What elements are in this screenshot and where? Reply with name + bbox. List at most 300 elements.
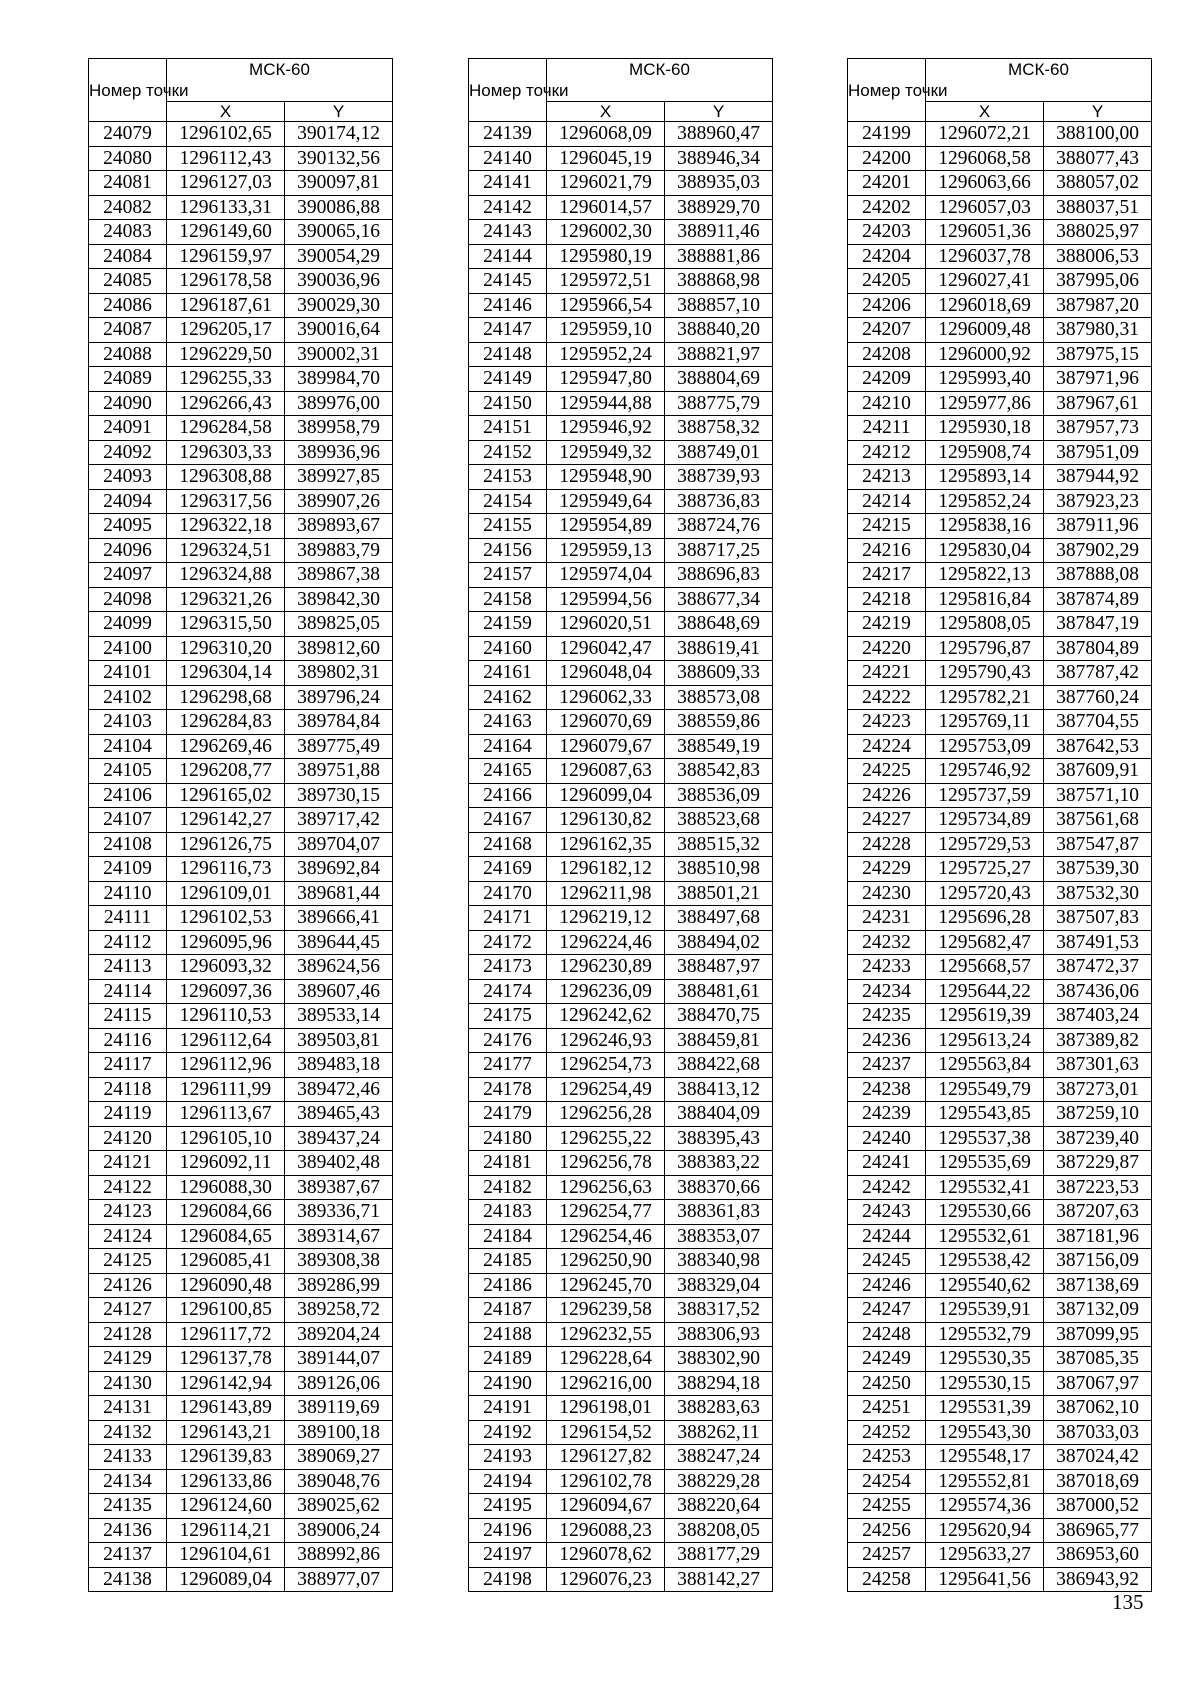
y-coordinate-cell: 387888,08 xyxy=(1044,563,1152,588)
table-row xyxy=(848,1494,1152,1519)
y-coordinate-cell: 388696,83 xyxy=(665,563,773,588)
point-number-cell: 24214 xyxy=(848,489,926,514)
x-coordinate-cell: 1295993,40 xyxy=(926,367,1044,392)
table-row xyxy=(89,1445,393,1470)
x-coordinate-cell: 1296027,41 xyxy=(926,269,1044,294)
point-number-cell: 24246 xyxy=(848,1273,926,1298)
y-coordinate-cell: 388057,02 xyxy=(1044,171,1152,196)
table-row xyxy=(848,1371,1152,1396)
y-coordinate-cell: 387301,63 xyxy=(1044,1053,1152,1078)
y-column-header: Y xyxy=(665,102,773,122)
x-coordinate-cell: 1296324,51 xyxy=(167,538,285,563)
x-coordinate-cell: 1296104,61 xyxy=(167,1543,285,1568)
table-body xyxy=(89,122,393,1592)
point-number-cell: 24136 xyxy=(89,1518,167,1543)
point-number-cell: 24195 xyxy=(469,1494,547,1519)
point-number-cell: 24090 xyxy=(89,391,167,416)
x-coordinate-cell: 1296095,96 xyxy=(167,930,285,955)
x-coordinate-cell: 1295535,69 xyxy=(926,1151,1044,1176)
table-row xyxy=(469,171,773,196)
x-coordinate-cell: 1295949,64 xyxy=(547,489,665,514)
table-row xyxy=(89,636,393,661)
y-coordinate-cell: 389802,31 xyxy=(285,661,393,686)
table-row xyxy=(89,881,393,906)
table-row xyxy=(89,391,393,416)
table-row xyxy=(89,1420,393,1445)
point-number-cell: 24082 xyxy=(89,195,167,220)
table-row xyxy=(469,342,773,367)
point-number-cell: 24177 xyxy=(469,1053,547,1078)
table-row xyxy=(89,759,393,784)
x-coordinate-cell: 1296110,53 xyxy=(167,1004,285,1029)
x-coordinate-cell: 1295696,28 xyxy=(926,906,1044,931)
point-number-cell: 24110 xyxy=(89,881,167,906)
point-number-cell: 24256 xyxy=(848,1518,926,1543)
point-number-cell: 24248 xyxy=(848,1322,926,1347)
y-coordinate-cell: 389730,15 xyxy=(285,783,393,808)
point-number-cell: 24163 xyxy=(469,710,547,735)
x-coordinate-cell: 1295543,30 xyxy=(926,1420,1044,1445)
point-number-cell: 24128 xyxy=(89,1322,167,1347)
x-coordinate-cell: 1296219,12 xyxy=(547,906,665,931)
table-row xyxy=(89,979,393,1004)
y-coordinate-cell: 389100,18 xyxy=(285,1420,393,1445)
point-number-cell: 24222 xyxy=(848,685,926,710)
x-coordinate-cell: 1295994,56 xyxy=(547,587,665,612)
y-coordinate-cell: 388329,04 xyxy=(665,1273,773,1298)
point-number-cell: 24190 xyxy=(469,1371,547,1396)
x-coordinate-cell: 1296116,73 xyxy=(167,857,285,882)
y-coordinate-cell: 389308,38 xyxy=(285,1249,393,1274)
table-row xyxy=(469,881,773,906)
table-row xyxy=(89,1567,393,1592)
table-row xyxy=(469,734,773,759)
table-row xyxy=(89,146,393,171)
y-coordinate-cell: 389958,79 xyxy=(285,416,393,441)
table-row xyxy=(848,1077,1152,1102)
y-coordinate-cell: 388523,68 xyxy=(665,808,773,833)
x-coordinate-cell: 1296089,04 xyxy=(167,1567,285,1592)
y-coordinate-cell: 387389,82 xyxy=(1044,1028,1152,1053)
table-row xyxy=(848,269,1152,294)
x-coordinate-cell: 1296051,36 xyxy=(926,220,1044,245)
page-number: 135 xyxy=(1112,1590,1144,1614)
table-row xyxy=(89,465,393,490)
y-coordinate-cell: 387987,20 xyxy=(1044,293,1152,318)
table-row xyxy=(89,514,393,539)
point-number-cell: 24164 xyxy=(469,734,547,759)
y-coordinate-cell: 388100,00 xyxy=(1044,122,1152,147)
point-number-cell: 24112 xyxy=(89,930,167,955)
x-coordinate-cell: 1296298,68 xyxy=(167,685,285,710)
point-number-cell: 24098 xyxy=(89,587,167,612)
x-coordinate-cell: 1296149,60 xyxy=(167,220,285,245)
table-row xyxy=(848,1126,1152,1151)
y-coordinate-cell: 388025,97 xyxy=(1044,220,1152,245)
y-coordinate-cell: 387491,53 xyxy=(1044,930,1152,955)
x-coordinate-cell: 1296076,23 xyxy=(547,1567,665,1592)
x-coordinate-cell: 1295620,94 xyxy=(926,1518,1044,1543)
table-row xyxy=(89,1543,393,1568)
y-coordinate-cell: 389704,07 xyxy=(285,832,393,857)
table-row xyxy=(89,955,393,980)
table-row xyxy=(848,514,1152,539)
table-row xyxy=(89,1518,393,1543)
x-coordinate-cell: 1296250,90 xyxy=(547,1249,665,1274)
x-coordinate-cell: 1295734,89 xyxy=(926,808,1044,833)
x-coordinate-cell: 1296070,69 xyxy=(547,710,665,735)
point-number-cell: 24087 xyxy=(89,318,167,343)
point-number-cell: 24204 xyxy=(848,244,926,269)
y-coordinate-cell: 390174,12 xyxy=(285,122,393,147)
y-coordinate-cell: 389144,07 xyxy=(285,1347,393,1372)
table-row xyxy=(469,1469,773,1494)
table-row xyxy=(89,563,393,588)
x-coordinate-cell: 1296093,32 xyxy=(167,955,285,980)
point-number-cell: 24108 xyxy=(89,832,167,857)
table-row xyxy=(848,1445,1152,1470)
y-coordinate-cell: 388177,29 xyxy=(665,1543,773,1568)
x-coordinate-cell: 1296102,53 xyxy=(167,906,285,931)
table-row xyxy=(469,955,773,980)
point-number-cell: 24142 xyxy=(469,195,547,220)
table-row xyxy=(469,1322,773,1347)
point-number-cell: 24162 xyxy=(469,685,547,710)
point-number-cell: 24094 xyxy=(89,489,167,514)
point-number-cell: 24249 xyxy=(848,1347,926,1372)
y-coordinate-cell: 389812,60 xyxy=(285,636,393,661)
x-coordinate-cell: 1296211,98 xyxy=(547,881,665,906)
y-coordinate-cell: 389893,67 xyxy=(285,514,393,539)
table-row xyxy=(469,1028,773,1053)
point-number-cell: 24123 xyxy=(89,1200,167,1225)
point-number-header: Номер точки xyxy=(848,59,926,122)
point-number-cell: 24135 xyxy=(89,1494,167,1519)
point-number-cell: 24103 xyxy=(89,710,167,735)
point-number-cell: 24250 xyxy=(848,1371,926,1396)
y-coordinate-cell: 389048,76 xyxy=(285,1469,393,1494)
table-row xyxy=(89,1371,393,1396)
point-number-header: Номер точки xyxy=(89,59,167,122)
y-coordinate-cell: 388724,76 xyxy=(665,514,773,539)
table-row xyxy=(469,146,773,171)
point-number-cell: 24187 xyxy=(469,1298,547,1323)
y-coordinate-cell: 387704,55 xyxy=(1044,710,1152,735)
point-number-cell: 24241 xyxy=(848,1151,926,1176)
table-row xyxy=(469,195,773,220)
y-coordinate-cell: 389258,72 xyxy=(285,1298,393,1323)
y-coordinate-cell: 387874,89 xyxy=(1044,587,1152,612)
y-coordinate-cell: 387539,30 xyxy=(1044,857,1152,882)
x-coordinate-cell: 1295532,61 xyxy=(926,1224,1044,1249)
x-coordinate-cell: 1296117,72 xyxy=(167,1322,285,1347)
x-coordinate-cell: 1295729,53 xyxy=(926,832,1044,857)
x-coordinate-cell: 1296224,46 xyxy=(547,930,665,955)
y-coordinate-cell: 387259,10 xyxy=(1044,1102,1152,1127)
table-row xyxy=(89,1077,393,1102)
point-number-cell: 24237 xyxy=(848,1053,926,1078)
y-coordinate-cell: 388413,12 xyxy=(665,1077,773,1102)
y-coordinate-cell: 388804,69 xyxy=(665,367,773,392)
table-row xyxy=(469,1224,773,1249)
x-coordinate-cell: 1296124,60 xyxy=(167,1494,285,1519)
point-number-cell: 24150 xyxy=(469,391,547,416)
point-number-cell: 24192 xyxy=(469,1420,547,1445)
table-row xyxy=(89,269,393,294)
y-coordinate-cell: 389336,71 xyxy=(285,1200,393,1225)
point-number-cell: 24233 xyxy=(848,955,926,980)
y-coordinate-cell: 389483,18 xyxy=(285,1053,393,1078)
y-coordinate-cell: 388294,18 xyxy=(665,1371,773,1396)
point-number-cell: 24194 xyxy=(469,1469,547,1494)
x-coordinate-cell: 1296002,30 xyxy=(547,220,665,245)
y-coordinate-cell: 389006,24 xyxy=(285,1518,393,1543)
point-number-cell: 24140 xyxy=(469,146,547,171)
coordinate-system-header: МСК-60 xyxy=(547,59,773,102)
point-number-cell: 24251 xyxy=(848,1396,926,1421)
x-coordinate-cell: 1295949,32 xyxy=(547,440,665,465)
x-coordinate-cell: 1296111,99 xyxy=(167,1077,285,1102)
y-coordinate-cell: 388717,25 xyxy=(665,538,773,563)
point-number-cell: 24239 xyxy=(848,1102,926,1127)
point-number-cell: 24197 xyxy=(469,1543,547,1568)
y-coordinate-cell: 387207,63 xyxy=(1044,1200,1152,1225)
point-number-cell: 24218 xyxy=(848,587,926,612)
y-coordinate-cell: 388302,90 xyxy=(665,1347,773,1372)
table-row xyxy=(848,171,1152,196)
point-number-cell: 24120 xyxy=(89,1126,167,1151)
table-row xyxy=(848,146,1152,171)
x-coordinate-cell: 1296009,48 xyxy=(926,318,1044,343)
y-coordinate-cell: 387403,24 xyxy=(1044,1004,1152,1029)
point-number-cell: 24244 xyxy=(848,1224,926,1249)
point-number-cell: 24257 xyxy=(848,1543,926,1568)
x-coordinate-cell: 1295769,11 xyxy=(926,710,1044,735)
point-number-cell: 24079 xyxy=(89,122,167,147)
table-row xyxy=(89,1200,393,1225)
x-coordinate-cell: 1296112,64 xyxy=(167,1028,285,1053)
table-row xyxy=(848,122,1152,147)
table-row xyxy=(848,1273,1152,1298)
point-number-cell: 24191 xyxy=(469,1396,547,1421)
table-row xyxy=(89,612,393,637)
x-coordinate-cell: 1296322,18 xyxy=(167,514,285,539)
y-coordinate-cell: 388037,51 xyxy=(1044,195,1152,220)
y-coordinate-cell: 389465,43 xyxy=(285,1102,393,1127)
x-coordinate-cell: 1296100,85 xyxy=(167,1298,285,1323)
table-row xyxy=(469,391,773,416)
x-coordinate-cell: 1296084,66 xyxy=(167,1200,285,1225)
x-coordinate-cell: 1296114,21 xyxy=(167,1518,285,1543)
table-row xyxy=(89,1175,393,1200)
table-row xyxy=(89,489,393,514)
y-coordinate-cell: 388459,81 xyxy=(665,1028,773,1053)
y-coordinate-cell: 387507,83 xyxy=(1044,906,1152,931)
point-number-cell: 24200 xyxy=(848,146,926,171)
point-number-cell: 24152 xyxy=(469,440,547,465)
table-row xyxy=(469,122,773,147)
y-coordinate-cell: 388840,20 xyxy=(665,318,773,343)
point-number-cell: 24231 xyxy=(848,906,926,931)
table-row xyxy=(89,710,393,735)
point-number-cell: 24232 xyxy=(848,930,926,955)
x-coordinate-cell: 1296256,28 xyxy=(547,1102,665,1127)
table-row xyxy=(469,1004,773,1029)
table-row xyxy=(469,1077,773,1102)
x-coordinate-cell: 1295980,19 xyxy=(547,244,665,269)
y-coordinate-cell: 389907,26 xyxy=(285,489,393,514)
table-row xyxy=(89,734,393,759)
point-number-cell: 24133 xyxy=(89,1445,167,1470)
y-coordinate-cell: 388229,28 xyxy=(665,1469,773,1494)
y-coordinate-cell: 387804,89 xyxy=(1044,636,1152,661)
point-number-cell: 24206 xyxy=(848,293,926,318)
point-number-cell: 24193 xyxy=(469,1445,547,1470)
y-coordinate-cell: 389286,99 xyxy=(285,1273,393,1298)
x-coordinate-cell: 1295959,10 xyxy=(547,318,665,343)
table-row xyxy=(848,685,1152,710)
table-row xyxy=(89,318,393,343)
table-row xyxy=(848,1469,1152,1494)
point-number-cell: 24100 xyxy=(89,636,167,661)
point-number-cell: 24081 xyxy=(89,171,167,196)
table-row xyxy=(469,661,773,686)
y-coordinate-cell: 388208,05 xyxy=(665,1518,773,1543)
y-coordinate-cell: 389784,84 xyxy=(285,710,393,735)
table-row xyxy=(89,1151,393,1176)
table-row xyxy=(848,391,1152,416)
y-coordinate-cell: 388549,19 xyxy=(665,734,773,759)
point-number-cell: 24242 xyxy=(848,1175,926,1200)
point-number-cell: 24227 xyxy=(848,808,926,833)
point-number-cell: 24159 xyxy=(469,612,547,637)
point-number-cell: 24144 xyxy=(469,244,547,269)
x-coordinate-cell: 1295948,90 xyxy=(547,465,665,490)
point-number-cell: 24217 xyxy=(848,563,926,588)
table-row xyxy=(848,318,1152,343)
point-number-cell: 24173 xyxy=(469,955,547,980)
table-row xyxy=(469,1053,773,1078)
y-coordinate-cell: 389607,46 xyxy=(285,979,393,1004)
table-row xyxy=(469,1249,773,1274)
y-coordinate-cell: 388395,43 xyxy=(665,1126,773,1151)
point-number-cell: 24083 xyxy=(89,220,167,245)
point-number-cell: 24243 xyxy=(848,1200,926,1225)
y-coordinate-cell: 387975,15 xyxy=(1044,342,1152,367)
x-coordinate-cell: 1296315,50 xyxy=(167,612,285,637)
table-row xyxy=(848,979,1152,1004)
point-number-cell: 24086 xyxy=(89,293,167,318)
point-number-cell: 24132 xyxy=(89,1420,167,1445)
x-coordinate-cell: 1296062,33 xyxy=(547,685,665,710)
y-coordinate-cell: 389825,05 xyxy=(285,612,393,637)
table-body xyxy=(848,122,1152,1592)
x-coordinate-cell: 1296105,10 xyxy=(167,1126,285,1151)
point-number-cell: 24095 xyxy=(89,514,167,539)
point-number-cell: 24207 xyxy=(848,318,926,343)
y-coordinate-cell: 388619,41 xyxy=(665,636,773,661)
x-coordinate-cell: 1296182,12 xyxy=(547,857,665,882)
x-coordinate-cell: 1295908,74 xyxy=(926,440,1044,465)
y-coordinate-cell: 387138,69 xyxy=(1044,1273,1152,1298)
table-row xyxy=(469,1518,773,1543)
point-number-cell: 24188 xyxy=(469,1322,547,1347)
point-number-cell: 24236 xyxy=(848,1028,926,1053)
x-coordinate-cell: 1296127,03 xyxy=(167,171,285,196)
point-number-cell: 24224 xyxy=(848,734,926,759)
point-number-cell: 24157 xyxy=(469,563,547,588)
x-coordinate-cell: 1295966,54 xyxy=(547,293,665,318)
x-coordinate-cell: 1296112,43 xyxy=(167,146,285,171)
y-coordinate-cell: 388868,98 xyxy=(665,269,773,294)
coordinates-table-3 xyxy=(847,58,1152,1592)
coordinates-table-2 xyxy=(468,58,773,1592)
y-coordinate-cell: 387062,10 xyxy=(1044,1396,1152,1421)
x-coordinate-cell: 1295930,18 xyxy=(926,416,1044,441)
x-coordinate-cell: 1296254,49 xyxy=(547,1077,665,1102)
x-coordinate-cell: 1296165,02 xyxy=(167,783,285,808)
y-coordinate-cell: 389681,44 xyxy=(285,881,393,906)
x-coordinate-cell: 1295668,57 xyxy=(926,955,1044,980)
x-coordinate-cell: 1296216,00 xyxy=(547,1371,665,1396)
table-row xyxy=(848,857,1152,882)
table-row xyxy=(469,293,773,318)
table-row xyxy=(469,489,773,514)
x-coordinate-cell: 1296317,56 xyxy=(167,489,285,514)
x-coordinate-cell: 1295682,47 xyxy=(926,930,1044,955)
x-coordinate-cell: 1295532,79 xyxy=(926,1322,1044,1347)
y-coordinate-cell: 388220,64 xyxy=(665,1494,773,1519)
point-number-cell: 24141 xyxy=(469,171,547,196)
table-row xyxy=(89,220,393,245)
point-number-cell: 24124 xyxy=(89,1224,167,1249)
y-coordinate-cell: 389503,81 xyxy=(285,1028,393,1053)
point-number-cell: 24238 xyxy=(848,1077,926,1102)
y-coordinate-cell: 388736,83 xyxy=(665,489,773,514)
y-coordinate-cell: 388501,21 xyxy=(665,881,773,906)
point-number-cell: 24117 xyxy=(89,1053,167,1078)
table-row xyxy=(89,342,393,367)
table-row xyxy=(469,1567,773,1592)
x-coordinate-cell: 1296068,09 xyxy=(547,122,665,147)
point-number-cell: 24089 xyxy=(89,367,167,392)
point-number-cell: 24220 xyxy=(848,636,926,661)
table-row xyxy=(89,783,393,808)
x-coordinate-cell: 1295531,39 xyxy=(926,1396,1044,1421)
y-coordinate-cell: 388935,03 xyxy=(665,171,773,196)
y-coordinate-cell: 388573,08 xyxy=(665,685,773,710)
table-row xyxy=(469,244,773,269)
table-row xyxy=(469,783,773,808)
x-coordinate-cell: 1296130,82 xyxy=(547,808,665,833)
x-coordinate-cell: 1295530,15 xyxy=(926,1371,1044,1396)
x-coordinate-cell: 1296079,67 xyxy=(547,734,665,759)
table-row xyxy=(848,808,1152,833)
point-number-cell: 24182 xyxy=(469,1175,547,1200)
point-number-cell: 24199 xyxy=(848,122,926,147)
table-row xyxy=(469,1102,773,1127)
table-row xyxy=(469,318,773,343)
point-number-cell: 24223 xyxy=(848,710,926,735)
y-column-header: Y xyxy=(1044,102,1152,122)
table-row xyxy=(848,734,1152,759)
y-coordinate-cell: 388510,98 xyxy=(665,857,773,882)
y-coordinate-cell: 387223,53 xyxy=(1044,1175,1152,1200)
point-number-cell: 24253 xyxy=(848,1445,926,1470)
y-coordinate-cell: 390016,64 xyxy=(285,318,393,343)
table-row xyxy=(848,489,1152,514)
y-coordinate-cell: 388470,75 xyxy=(665,1004,773,1029)
